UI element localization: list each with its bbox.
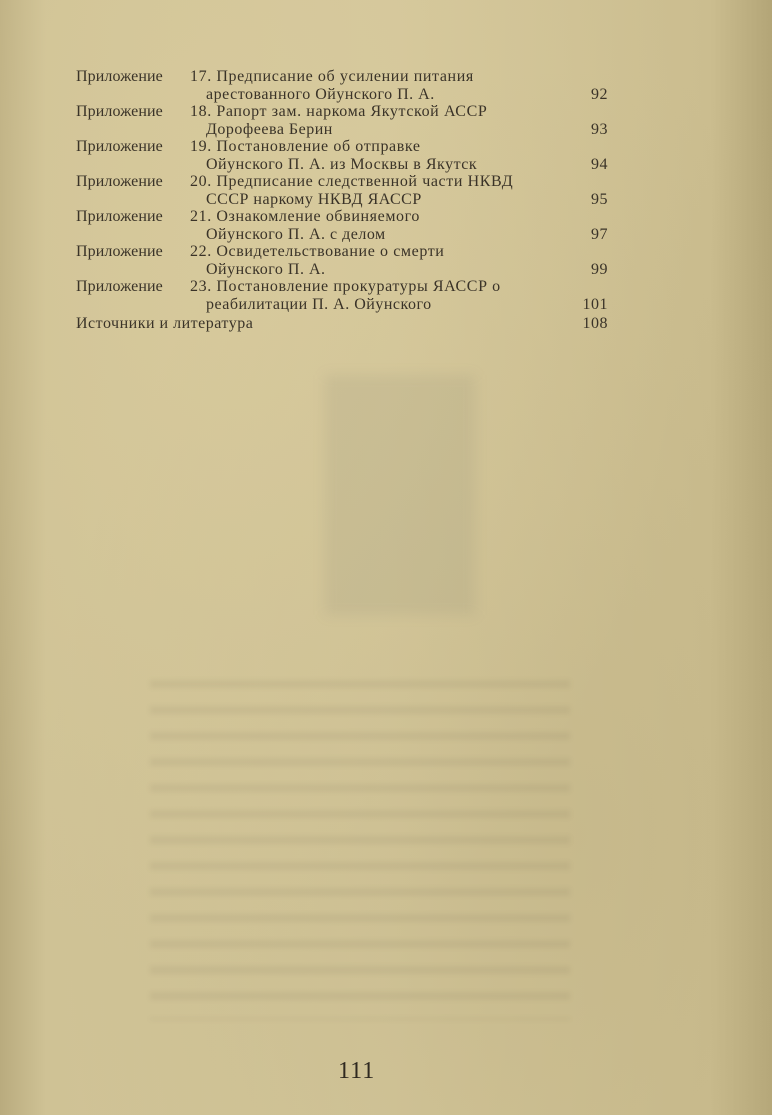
toc-entry-title-continued <box>76 226 608 244</box>
toc-page-number: 93 <box>591 120 608 138</box>
toc-entry-title: 18. Рапорт зам. наркома Якутской АССР <box>190 103 488 120</box>
toc-entry-title-continued <box>76 156 608 174</box>
toc-entry-prefix: Приложение <box>76 208 163 225</box>
bleed-through-text <box>150 680 570 1020</box>
toc-entry-prefix: Приложение <box>76 243 163 260</box>
toc-entry-prefix: Приложение <box>76 173 163 190</box>
toc-entry-title: 21. Ознакомление обвиняемого <box>190 208 421 225</box>
toc-entry-subtitle: Ойунского П. А. из Москвы в Якутск <box>206 155 478 173</box>
toc-entry-18 <box>76 103 608 138</box>
page-number: 111 <box>338 1058 376 1084</box>
toc-entry-19 <box>76 138 608 173</box>
toc-entry-subtitle: реабилитации П. А. Ойунского <box>206 295 432 313</box>
toc-page-number: 101 <box>582 295 608 313</box>
toc-entry-prefix: Приложение <box>76 138 163 155</box>
toc-entry-prefix: Приложение <box>76 103 163 120</box>
toc-entry-title-continued <box>76 191 608 209</box>
toc-entry-23 <box>76 278 608 313</box>
toc-entry-title-continued <box>76 86 608 104</box>
toc-entry-22 <box>76 243 608 278</box>
toc-entry-subtitle: Дорофеева Берин <box>206 120 333 138</box>
toc-entry-title-continued <box>76 261 608 279</box>
toc-entry-17 <box>76 68 608 103</box>
toc-entry-prefix: Приложение <box>76 68 163 85</box>
toc-page-number: 94 <box>591 155 608 173</box>
toc-page-number: 97 <box>591 225 608 243</box>
toc-page-number: 92 <box>591 85 608 103</box>
toc-entry-title: 17. Предписание об усилении питания <box>190 68 474 85</box>
toc-entry-subtitle: Ойунского П. А. <box>206 260 326 278</box>
toc-entry-title: 22. Освидетельствование о смерти <box>190 243 445 260</box>
toc-entry-title: 20. Предписание следственной части НКВД <box>190 173 514 190</box>
toc-entry-title: 23. Постановление прокуратуры ЯАССР о <box>190 278 501 295</box>
toc-page-number: 95 <box>591 190 608 208</box>
toc-entry-subtitle: арестованного Ойунского П. А. <box>206 85 435 103</box>
toc-sources-label: Источники и литература <box>76 315 254 332</box>
toc-entry-subtitle: Ойунского П. А. с делом <box>206 225 386 243</box>
toc-entry-20 <box>76 173 608 208</box>
toc-entry-sources <box>76 315 608 333</box>
toc-page-number: 99 <box>591 260 608 278</box>
toc-entry-title: 19. Постановление об отправке <box>190 138 421 155</box>
table-of-contents <box>76 68 608 333</box>
toc-page-number: 108 <box>582 315 608 332</box>
toc-entry-title-continued <box>76 296 608 314</box>
toc-entry-title-continued <box>76 121 608 139</box>
toc-entry-subtitle: СССР наркому НКВД ЯАССР <box>206 190 422 208</box>
toc-entry-prefix: Приложение <box>76 278 163 295</box>
toc-entry-21 <box>76 208 608 243</box>
bleed-through-block <box>325 375 475 615</box>
